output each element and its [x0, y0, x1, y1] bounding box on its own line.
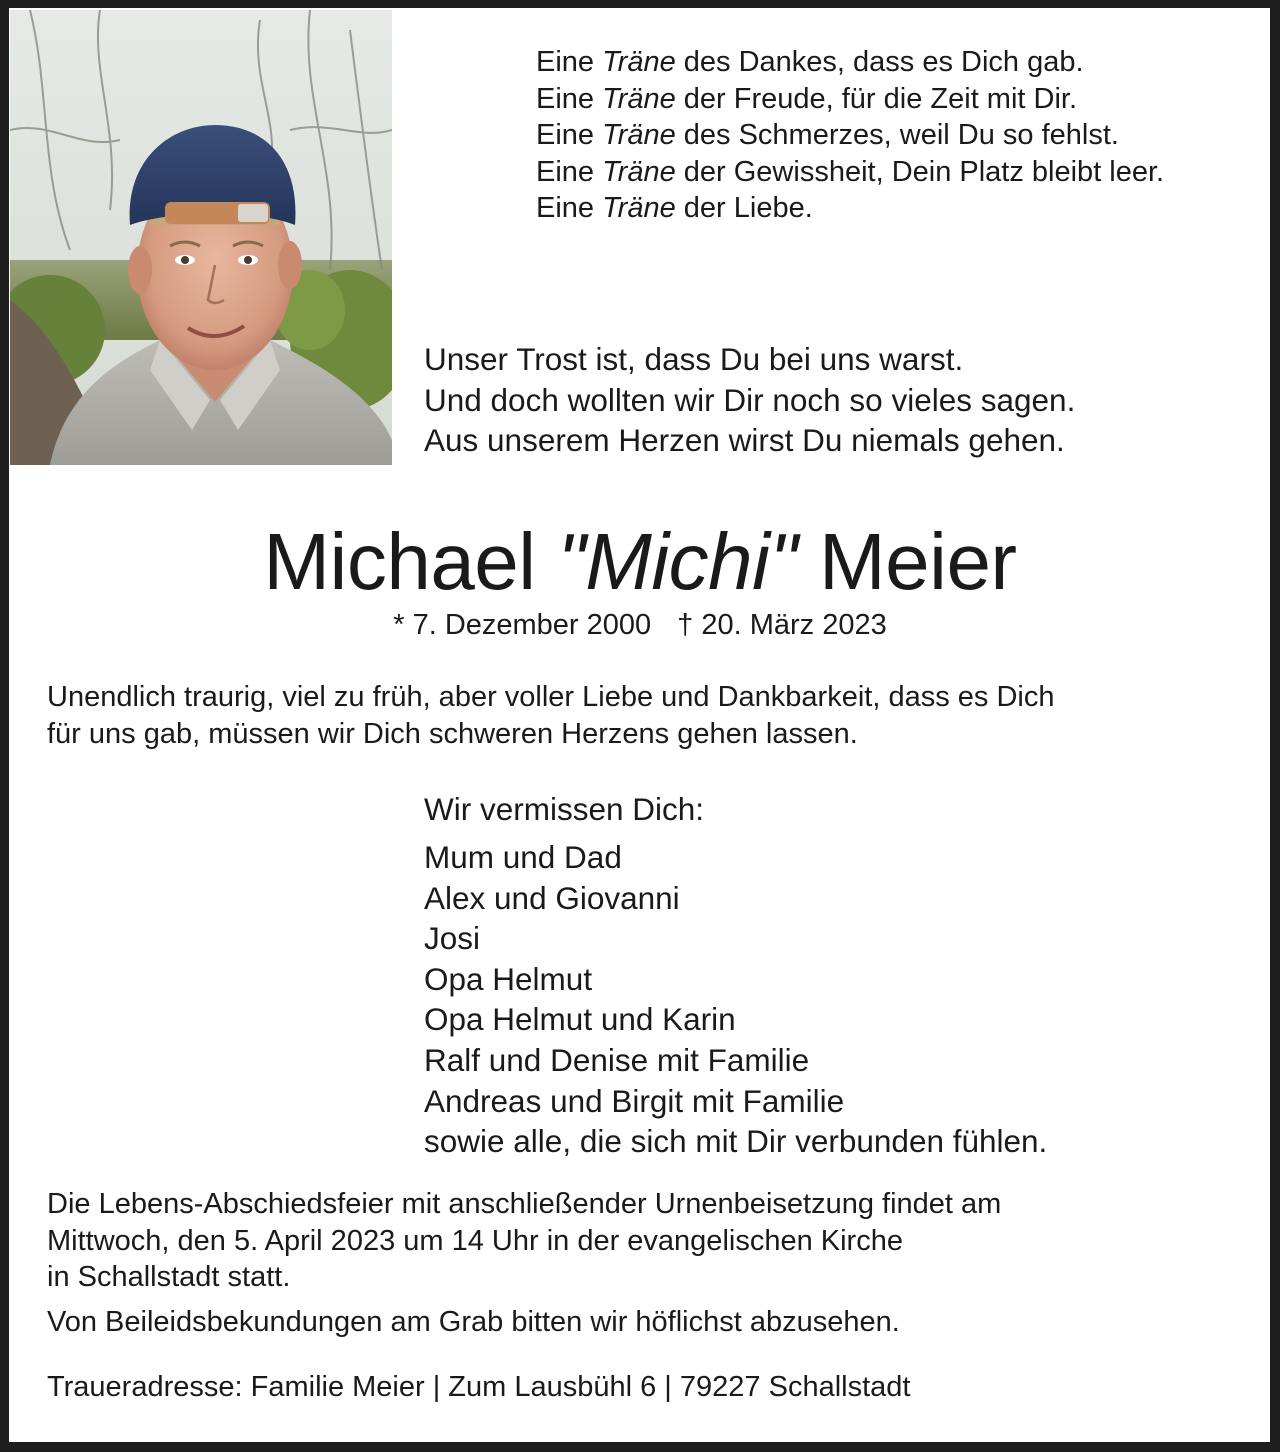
verse-comfort: [424, 339, 1075, 461]
verse-tears: [536, 44, 1164, 227]
verse-line: Eine Träne des Dankes, dass es Dich gab.: [536, 46, 1084, 78]
mourners-list: [424, 837, 1047, 1162]
death-date: † 20. März 2023: [677, 609, 887, 641]
verse-line: Eine Träne der Gewissheit, Dein Platz bleibt leer.: [536, 155, 1165, 188]
mourner-item: Opa Helmut: [424, 960, 593, 997]
deceased-name: [0, 514, 1280, 610]
ceremony-line: Mittwoch, den 5. April 2023 um 14 Uhr in der evangelischen Kirche: [47, 1224, 903, 1257]
mourner-item: Alex und Giovanni: [424, 879, 680, 916]
life-dates: [0, 607, 1280, 643]
birth-date: * 7. Dezember 2000: [393, 609, 652, 641]
verse-line: Eine Träne der Freude, für die Zeit mit Dir.: [536, 82, 1078, 115]
mourners-title: Wir vermissen Dich:: [424, 791, 705, 827]
mourning-address: Traueradresse: Familie Meier | Zum Lausbühl 6 | 79227 Schallstadt: [47, 1371, 911, 1403]
first-name: Michael: [263, 517, 536, 606]
verse-line: Eine Träne der Liebe.: [536, 192, 813, 224]
condolence-note: Von Beileidsbekundungen am Grab bitten wir höflichst abzusehen.: [47, 1306, 900, 1338]
ceremony-line: Die Lebens-Abschiedsfeier mit anschließender Urnenbeisetzung findet am: [47, 1188, 1002, 1220]
mourner-item: Opa Helmut und Karin: [424, 1001, 736, 1038]
intro-line: Unendlich traurig, viel zu früh, aber voller Liebe und Dankbarkeit, dass es Dich: [47, 681, 1055, 713]
comfort-line: Unser Trost ist, dass Du bei uns warst.: [424, 341, 964, 377]
mourner-item: Josi: [424, 920, 481, 957]
portrait-photo: [10, 10, 392, 465]
nickname: "Michi": [557, 517, 798, 606]
mourner-item: Ralf und Denise mit Familie: [424, 1041, 810, 1078]
ceremony-info: [47, 1186, 1001, 1296]
mourner-item: Mum und Dad: [424, 839, 622, 875]
verse-line: Eine Träne des Schmerzes, weil Du so fehlst.: [536, 119, 1119, 151]
mourner-item: Andreas und Birgit mit Familie: [424, 1082, 845, 1119]
comfort-line: Aus unserem Herzen wirst Du niemals gehen.: [424, 422, 1065, 458]
ceremony-line: in Schallstadt statt.: [47, 1261, 291, 1293]
comfort-line: Und doch wollten wir Dir noch so vieles sagen.: [424, 381, 1076, 418]
intro-text: [47, 679, 1054, 753]
intro-line: für uns gab, müssen wir Dich schweren Herzens gehen lassen.: [47, 718, 858, 750]
last-name: Meier: [819, 517, 1017, 606]
mourner-item: sowie alle, die sich mit Dir verbunden fühlen.: [424, 1123, 1048, 1160]
